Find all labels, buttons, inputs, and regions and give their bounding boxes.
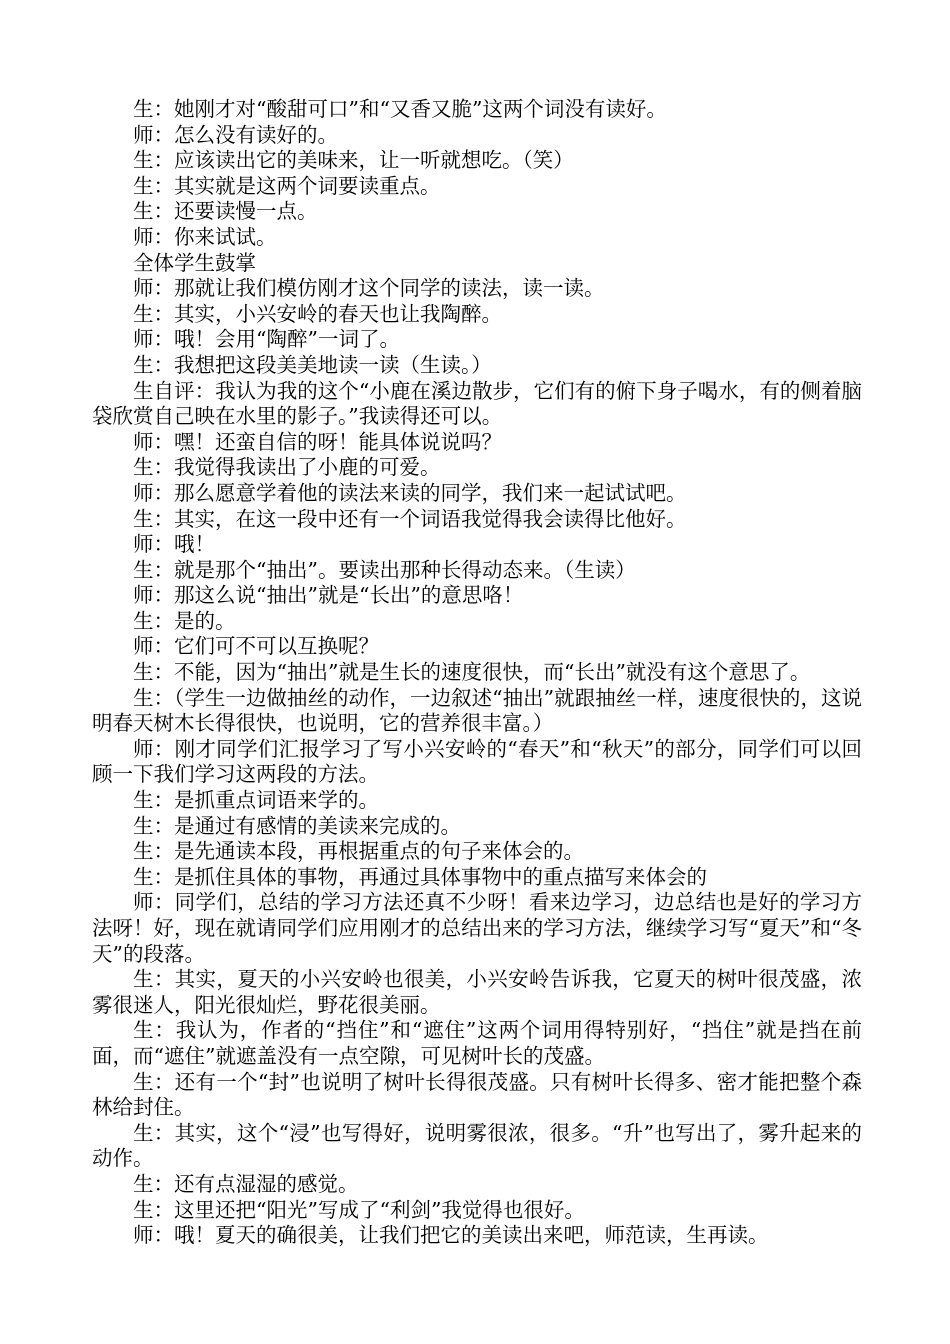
paragraph: 师：那就让我们模仿刚才这个同学的读法，读一读。 <box>133 276 605 301</box>
paragraph: 生：她刚才对“酸甜可口”和“又香又脆”这两个词没有读好。 <box>133 97 667 121</box>
paragraph: 生：其实，这个“浸”也写得好，说明雾很浓，很多。“升”也写出了，雾升起来的动作。 <box>92 1120 862 1171</box>
paragraph: 生：是通过有感情的美读来完成的。 <box>133 813 461 838</box>
paragraph: 师：哦！ <box>133 532 215 557</box>
paragraph: 生自评：我认为我的这个“小鹿在溪边散步，它们有的俯下身子喝水，有的侧着脑袋欣赏自己映在水里的影子。”我读得还可以。 <box>92 378 862 429</box>
paragraph: 师：哦！会用“陶醉”一词了。 <box>133 327 400 352</box>
paragraph: 生：不能，因为“抽出”就是生长的速度很快，而“长出”就没有这个意思了。 <box>133 660 811 685</box>
paragraph: 生：是先通读本段，再根据重点的句子来体会的。 <box>133 839 584 864</box>
paragraph: 生：就是那个“抽出”。要读出那种长得动态来。（生读） <box>133 557 636 582</box>
paragraph: 生：（学生一边做抽丝的动作，一边叙述“抽出”就跟抽丝一样，速度很快的，这说明春天树木长得很快，也说明，它的营养很丰富。） <box>92 685 862 736</box>
paragraph: 生：我认为，作者的“挡住”和“遮住”这两个词用得特别好，“挡住”就是挡在前面，而“遮住”就遮盖没有一点空隙，可见树叶长的茂盛。 <box>92 1018 862 1068</box>
paragraph: 生：应该读出它的美味来，让一听就想吃。（笑） <box>133 148 574 173</box>
paragraph: 生：还有点湿湿的感觉。 <box>133 1171 359 1196</box>
paragraph: 生：这里还把“阳光”写成了“利剑”我觉得也很好。 <box>133 1197 585 1222</box>
paragraph: 师：同学们，总结的学习方法还真不少呀！看来边学习，边总结也是好的学习方法呀！好，现在就请同学们应用刚才的总结出来的学习方法，继续学习写“夏天”和“冬天”的段落。 <box>92 890 862 966</box>
paragraph: 师：它们可不可以互换呢？ <box>133 634 379 659</box>
paragraph: 生：是抓重点词语来学的。 <box>133 788 379 813</box>
paragraph: 师：你来试试。 <box>133 224 277 249</box>
paragraph: 生：其实，在这一段中还有一个词语我觉得我会读得比他好。 <box>133 506 687 531</box>
paragraph: 生：是抓住具体的事物，再通过具体事物中的重点描写来体会的 <box>133 864 707 889</box>
paragraph: 生：我觉得我读出了小鹿的可爱。 <box>133 455 441 480</box>
paragraph: 生：其实，小兴安岭的春天也让我陶醉。 <box>133 301 502 326</box>
paragraph: 师：刚才同学们汇报学习了写小兴安岭的“春天”和“秋天”的部分，同学们可以回顾一下我们学习这两段的方法。 <box>92 736 862 787</box>
paragraph: 师：哦！夏天的确很美，让我们把它的美读出来吧，师范读，生再读。 <box>133 1223 769 1248</box>
paragraph: 生：是的。 <box>133 608 236 633</box>
paragraph: 师：嘿！还蛮自信的呀！能具体说说吗？ <box>133 429 502 454</box>
paragraph: 师：那么愿意学着他的读法来读的同学，我们来一起试试吧。 <box>133 480 687 505</box>
paragraph: 生：我想把这段美美地读一读（生读。） <box>133 352 492 377</box>
paragraph: 师：那这么说“抽出”就是“长出”的意思咯！ <box>133 583 524 608</box>
paragraph: 生：其实，夏天的小兴安岭也很美，小兴安岭告诉我，它夏天的树叶很茂盛，浓雾很迷人，阳光很灿烂，野花很美丽。 <box>92 967 862 1017</box>
paragraph: 生：还要读慢一点。 <box>133 199 318 224</box>
paragraph: 全体学生鼓掌 <box>133 250 256 275</box>
document-body <box>92 97 862 1249</box>
paragraph: 生：还有一个“封”也说明了树叶长得很茂盛。只有树叶长得多、密才能把整个森林给封住。 <box>92 1069 862 1120</box>
paragraph: 生：其实就是这两个词要读重点。 <box>133 173 441 198</box>
paragraph: 师：怎么没有读好的。 <box>133 122 338 147</box>
